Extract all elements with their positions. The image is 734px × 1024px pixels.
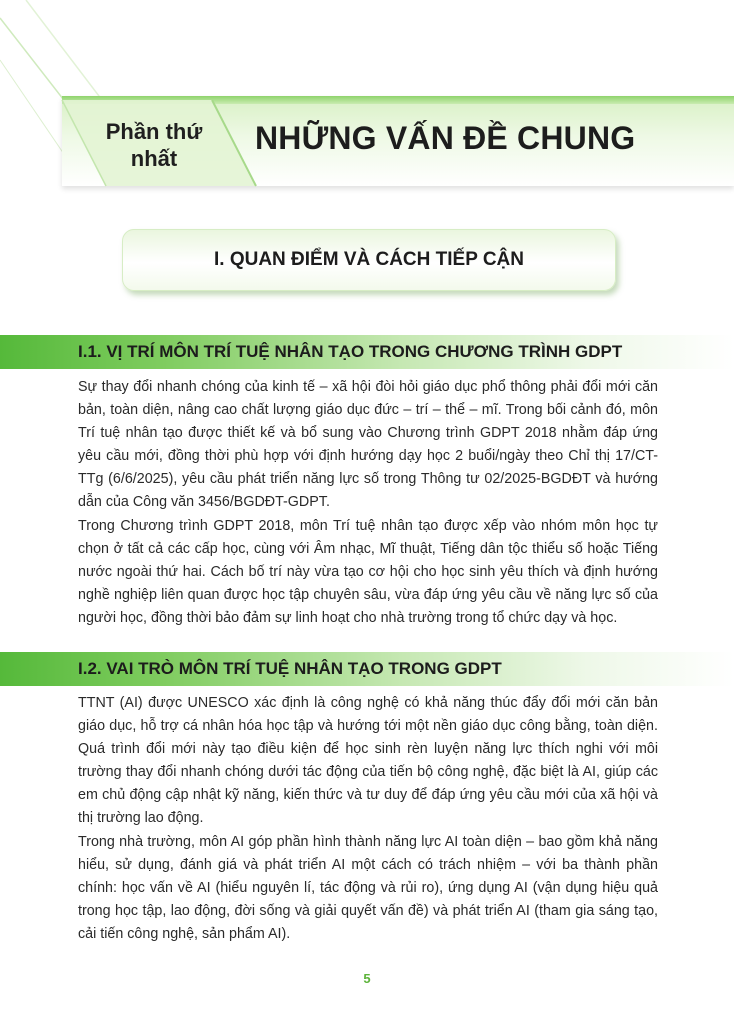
section-heading-box	[122, 229, 616, 291]
subsection-heading-bar	[0, 652, 734, 686]
section-title: I. QUAN ĐIỂM VÀ CÁCH TIẾP CẬN	[213, 249, 524, 270]
subsection-title: I.1. VỊ TRÍ MÔN TRÍ TUỆ NHÂN TẠO TRONG CHƯƠNG TRÌNH GDPT	[78, 342, 623, 361]
subsection-title: I.2. VAI TRÒ MÔN TRÍ TUỆ NHÂN TẠO TRONG GDPT	[78, 659, 502, 678]
subsection-heading-bar	[0, 335, 734, 369]
paragraph: Trong nhà trường, môn AI góp phần hình thành năng lực AI toàn diện – bao gồm khả năng hiểu, sử dụng, đánh giá và phát triển AI một cách có trách nhiệm – với ba thành phần chính: học vấn về AI (hiểu nguyên lí, tác động và rủi ro), ứng dụng AI (vận dụng hiệu quả trong học tập, lao động, đời sống và giải quyết vấn đề) và phát triển AI (tham gia sáng tạo, cải tiến công nghệ, sản phẩm AI).	[78, 834, 658, 942]
part-label: Phần thứ nhất	[105, 119, 203, 171]
paragraph: TTNT (AI) được UNESCO xác định là công nghệ có khả năng thúc đẩy đổi mới căn bản giáo dục, hỗ trợ cá nhân hóa học tập và hướng tới một nền giáo dục công bằng, toàn diện. Quá trình đổi mới này tạo điều kiện để học sinh rèn luyện năng lực thích nghi với môi trường thay đổi nhanh chóng dưới tác động của tiến bộ công nghệ, đặc biệt là AI, giúp các em chủ động cập nhật kỹ năng, kiến thức và tư duy để đáp ứng yêu cầu mới của xã hội và thị trường lao động.	[78, 695, 658, 826]
paragraph: Trong Chương trình GDPT 2018, môn Trí tuệ nhân tạo được xếp vào nhóm môn học tự chọn ở tất cả các cấp học, cùng với Âm nhạc, Mĩ thuật, Tiếng dân tộc thiểu số hoặc Tiếng nước ngoài thứ hai. Cách bố trí này vừa tạo cơ hội cho học sinh yêu thích và định hướng nghề nghiệp liên quan được học tập chuyên sâu, vừa đáp ứng yêu cầu về năng lực số của người học, đồng thời bảo đảm sự linh hoạt cho nhà trường trong tổ chức dạy và học.	[78, 518, 658, 626]
paragraph: Sự thay đổi nhanh chóng của kinh tế – xã hội đòi hỏi giáo dục phổ thông phải đổi mới căn bản, toàn diện, nâng cao chất lượng giáo dục đức – trí – thể – mĩ. Trong bối cảnh đó, môn Trí tuệ nhân tạo được thiết kế và bổ sung vào Chương trình GDPT 2018 nhằm đáp ứng yêu cầu mới, đồng thời phù hợp với định hướng dạy học 2 buổi/ngày theo Chỉ thị 17/CT-TTg (6/6/2025), yêu cầu phát triển năng lực số trong Thông tư 02/2025-BGDĐT và hướng dẫn của Công văn 3456/BGDĐT-GDPT.	[78, 379, 658, 510]
page-number: 5	[363, 971, 371, 986]
part-title: NHỮNG VẤN ĐỀ CHUNG	[255, 120, 636, 156]
